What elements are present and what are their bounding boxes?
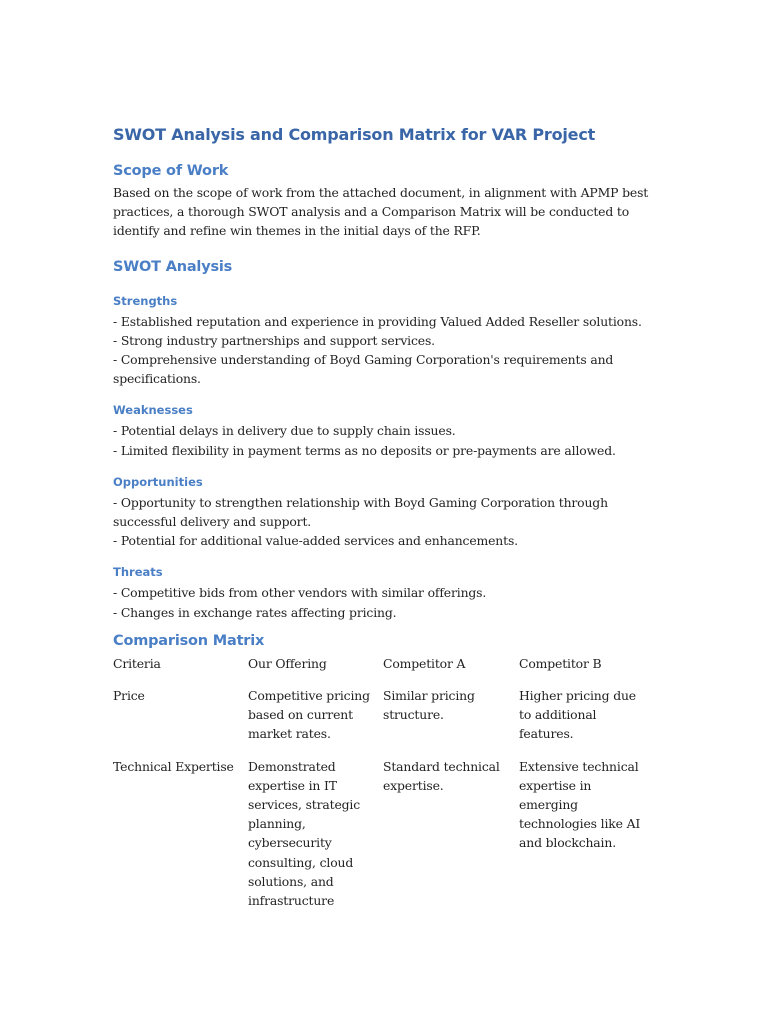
weakness-item: - Limited flexibility in payment terms as no deposits or pre-payments are allowed. (113, 442, 616, 458)
swot-heading: SWOT Analysis (113, 258, 233, 275)
table-cell-competitor-b: Higher pricing due to additional features. (519, 688, 636, 742)
opportunities-list (113, 493, 658, 551)
comparison-matrix-table (113, 654, 658, 910)
table-cell-our-offering: Competitive pricing based on current market rates. (248, 688, 370, 742)
column-header-competitor-a: Competitor A (383, 655, 466, 671)
table-cell-our-offering: Demonstrated expertise in IT services, strategic planning, cybersecurity consulting, cloud solutions, and infrastructure (248, 758, 361, 909)
strength-item: - Strong industry partnerships and support services. (113, 332, 435, 348)
threat-item: - Changes in exchange rates affecting pricing. (113, 604, 397, 620)
weaknesses-list (113, 421, 658, 459)
table-cell-criteria: Price (113, 688, 145, 704)
strengths-heading: Strengths (113, 293, 178, 308)
column-header-competitor-b: Competitor B (519, 655, 602, 671)
column-header-criteria: Criteria (113, 655, 161, 671)
weakness-item: - Potential delays in delivery due to supply chain issues. (113, 423, 456, 439)
opportunities-heading: Opportunities (113, 474, 203, 489)
table-cell-competitor-b: Extensive technical expertise in emerging technologies like AI and blockchain. (519, 758, 641, 851)
table-cell-criteria: Technical Expertise (113, 758, 234, 774)
threat-item: - Competitive bids from other vendors with similar offerings. (113, 585, 487, 601)
opportunity-item: - Opportunity to strengthen relationship with Boyd Gaming Corporation through successful delivery and support. (113, 494, 608, 530)
strengths-list (113, 312, 658, 389)
document-title: SWOT Analysis and Comparison Matrix for VAR Project (113, 125, 596, 144)
document-page (113, 124, 658, 910)
strength-item: - Established reputation and experience in providing Valued Added Reseller solutions. (113, 313, 642, 329)
strength-item: - Comprehensive understanding of Boyd Gaming Corporation's requirements and specifications. (113, 352, 614, 387)
comparison-matrix-heading: Comparison Matrix (113, 632, 265, 649)
threats-heading: Threats (113, 565, 163, 580)
scope-heading: Scope of Work (113, 163, 229, 179)
weaknesses-heading: Weaknesses (113, 403, 193, 418)
column-header-our-offering: Our Offering (248, 655, 327, 671)
table-cell-competitor-a: Similar pricing structure. (383, 688, 475, 723)
threats-list (113, 583, 658, 621)
table-cell-competitor-a: Standard technical expertise. (383, 758, 500, 793)
scope-paragraph: Based on the scope of work from the attached document, in alignment with APMP best practices, a thorough SWOT analysis and a Comparison Matrix will be conducted to identify and refine win themes in the initial days of the RFP. (113, 185, 649, 239)
opportunity-item: - Potential for additional value-added services and enhancements. (113, 533, 518, 549)
